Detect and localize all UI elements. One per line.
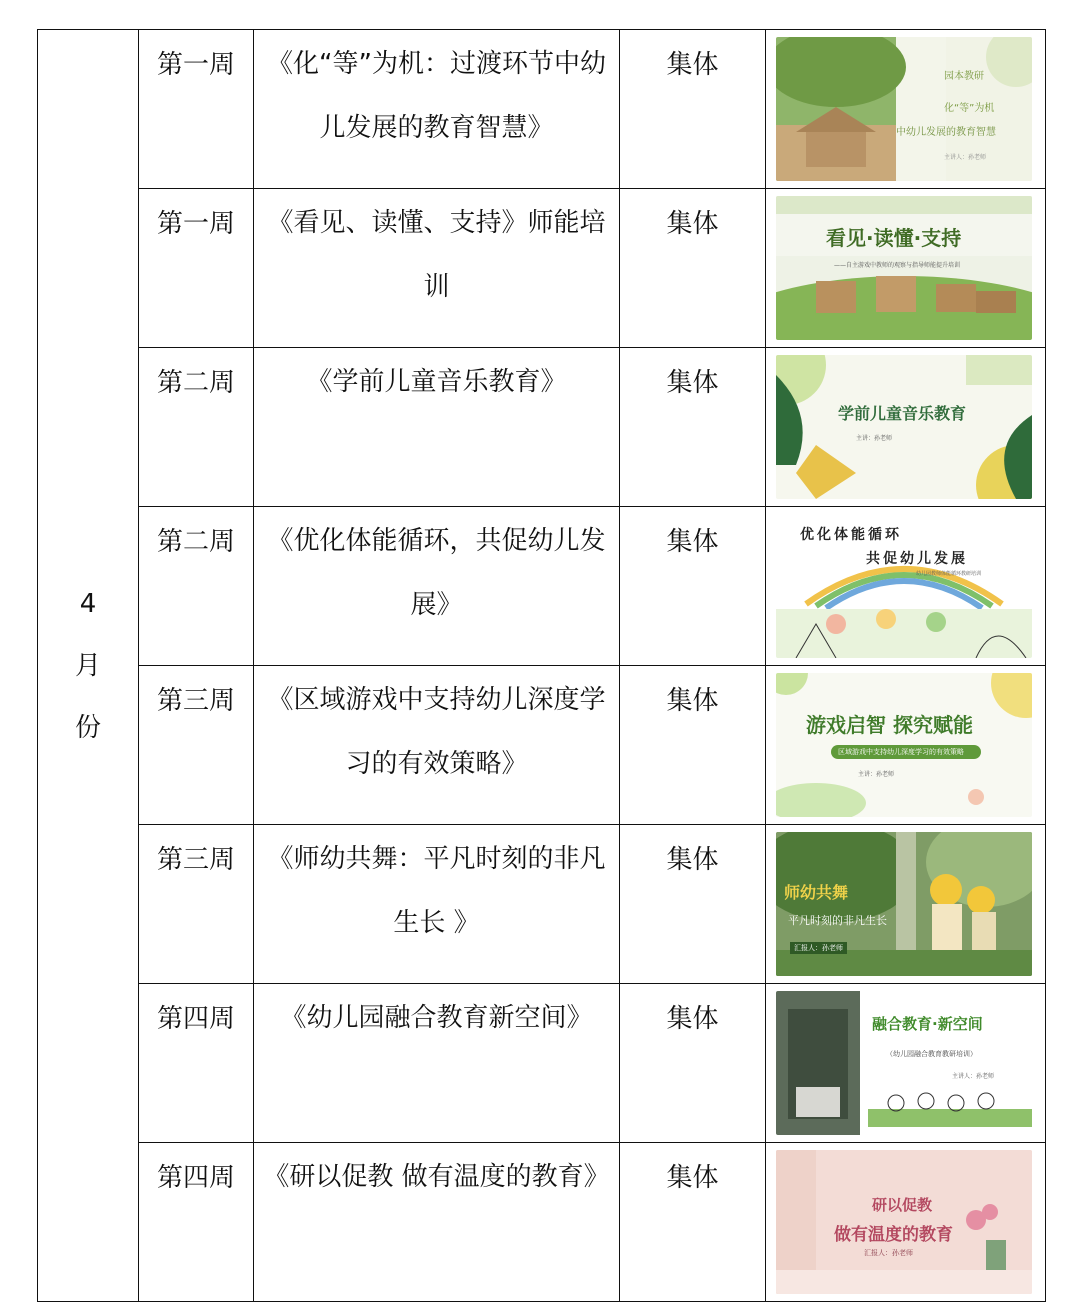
table-row [38, 1143, 1046, 1302]
thumbnail-sub: 主讲：孙老师 [858, 771, 895, 778]
thumbnail-line: 化“等”为机 [944, 103, 995, 114]
thumbnail-line: 共促幼儿发展 [866, 551, 968, 567]
thumbnail-line: 融合教育·新空间 [872, 1015, 983, 1033]
table-row [38, 507, 1046, 666]
thumbnail-cell [766, 984, 1046, 1143]
thumbnail-line: 中幼儿发展的教育智慧 [896, 127, 996, 138]
thumbnail-sub: ——自主游戏中教师的观察与指导师能提升培训 [834, 262, 961, 269]
month-char: 月 [74, 650, 101, 681]
thumbnail-line: 看见·读懂·支持 [826, 226, 962, 250]
topic-cell: 《学前儿童音乐教育》 [254, 348, 620, 507]
thumbnail-sub: 主讲：孙老师 [856, 435, 893, 442]
type-cell: 集体 [620, 1143, 766, 1302]
type-cell: 集体 [620, 825, 766, 984]
thumbnail-line: 游戏启智 探究赋能 [806, 713, 973, 737]
thumbnail-image [776, 832, 1032, 976]
topic-cell: 《师幼共舞：平凡时刻的非凡生长 》 [254, 825, 620, 984]
week-cell: 第一周 [139, 189, 254, 348]
week-cell: 第三周 [139, 666, 254, 825]
thumbnail-line: 研以促教 [872, 1196, 933, 1214]
month-cell [38, 30, 139, 1302]
thumbnail-image [776, 196, 1032, 340]
type-cell: 集体 [620, 507, 766, 666]
thumbnail-line: （幼儿园融合教育教研培训） [886, 1050, 977, 1058]
thumbnail-cell [766, 825, 1046, 984]
schedule-table [37, 29, 1046, 1302]
type-cell: 集体 [620, 348, 766, 507]
table-row [38, 348, 1046, 507]
thumbnail-image [776, 673, 1032, 817]
thumbnail-image [776, 991, 1032, 1135]
thumbnail-cell [766, 666, 1046, 825]
type-cell: 集体 [620, 30, 766, 189]
week-cell: 第三周 [139, 825, 254, 984]
thumbnail-line: 优化体能循环 [800, 527, 902, 543]
thumbnail-line: 学前儿童音乐教育 [838, 404, 967, 423]
thumbnail-sub: 主讲人：孙老师 [944, 154, 987, 161]
thumbnail-line: 平凡时刻的非凡生长 [788, 914, 887, 927]
type-cell: 集体 [620, 984, 766, 1143]
thumbnail-sub: 主讲人：孙老师 [952, 1073, 995, 1080]
thumbnail-line: 做有温度的教育 [834, 1225, 953, 1245]
thumbnail-sub: 汇报人：孙老师 [790, 942, 847, 954]
thumbnail-cell [766, 1143, 1046, 1302]
thumbnail-image [776, 37, 1032, 181]
week-cell: 第二周 [139, 507, 254, 666]
thumbnail-cell [766, 30, 1046, 189]
month-suffix: 份 [74, 712, 101, 743]
thumbnail-image [776, 355, 1032, 499]
thumbnail-image [776, 1150, 1032, 1294]
table-row [38, 30, 1046, 189]
topic-cell: 《区域游戏中支持幼儿深度学习的有效策略》 [254, 666, 620, 825]
topic-cell: 《幼儿园融合教育新空间》 [254, 984, 620, 1143]
table-row [38, 666, 1046, 825]
table-row [38, 984, 1046, 1143]
thumbnail-line: 园本教研 [944, 71, 984, 82]
type-cell: 集体 [620, 666, 766, 825]
topic-cell: 《优化体能循环，共促幼儿发展》 [254, 507, 620, 666]
type-cell: 集体 [620, 189, 766, 348]
thumbnail-image [776, 514, 1032, 658]
topic-cell: 《研以促教 做有温度的教育》 [254, 1143, 620, 1302]
topic-cell: 《化“等”为机：过渡环节中幼儿发展的教育智慧》 [254, 30, 620, 189]
thumbnail-cell [766, 507, 1046, 666]
thumbnail-line: 区域游戏中支持幼儿深度学习的有效策略 [838, 748, 964, 756]
week-cell: 第四周 [139, 984, 254, 1143]
thumbnail-sub: 汇报人：孙老师 [864, 1249, 913, 1257]
week-cell: 第四周 [139, 1143, 254, 1302]
thumbnail-sub: 幼儿园教师体能循环教研培训 [916, 571, 982, 577]
thumbnail-line: 师幼共舞 [784, 883, 849, 902]
table-row [38, 189, 1046, 348]
topic-cell: 《看见、读懂、支持》师能培训 [254, 189, 620, 348]
thumbnail-cell [766, 189, 1046, 348]
table-row [38, 825, 1046, 984]
thumbnail-cell [766, 348, 1046, 507]
week-cell: 第二周 [139, 348, 254, 507]
week-cell: 第一周 [139, 30, 254, 189]
month-number: 4 [79, 588, 97, 619]
